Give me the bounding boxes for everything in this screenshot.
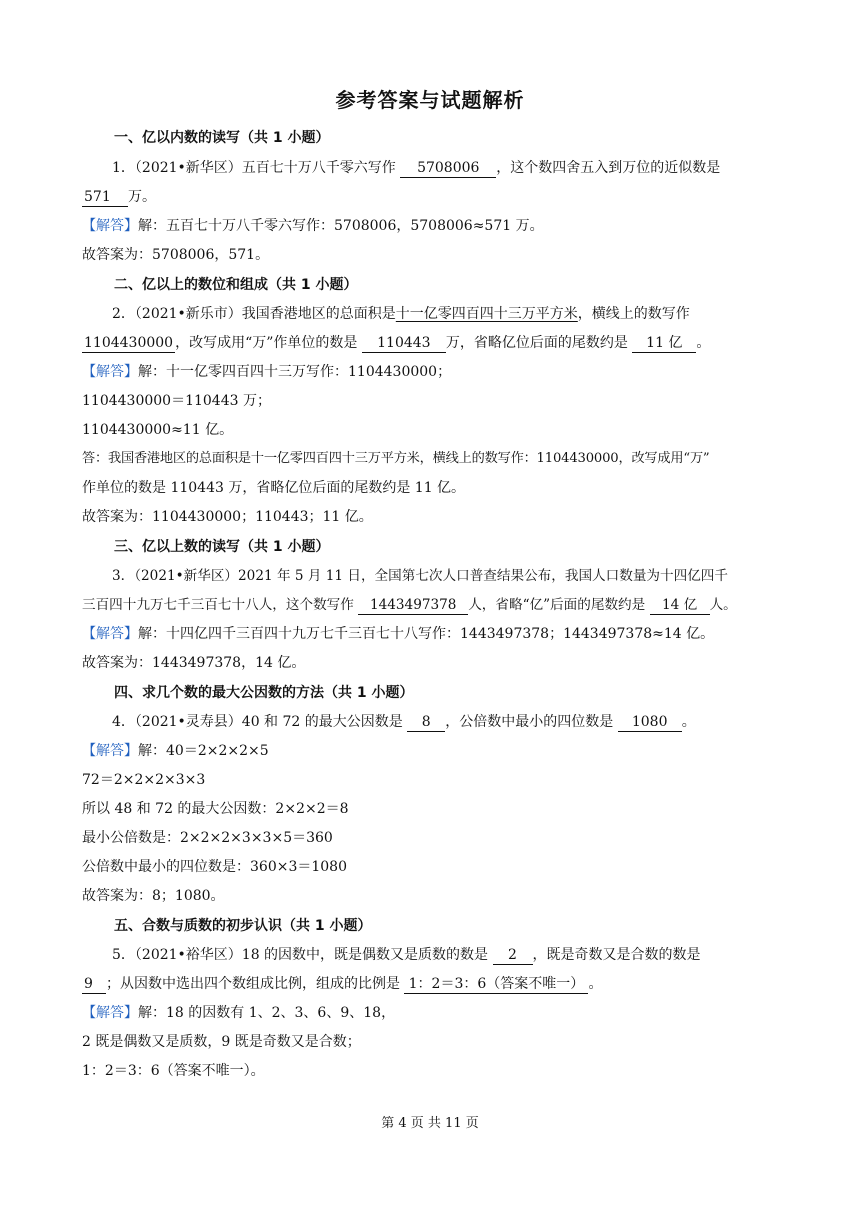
answer-blank: 11 亿 bbox=[632, 335, 696, 353]
question-text: 万。 bbox=[128, 189, 156, 205]
answer-blank: 9 bbox=[82, 976, 106, 994]
question-5-line-2 bbox=[82, 974, 790, 994]
question-text: ；从因数中选出四个数组成比例，组成的比例是 bbox=[106, 976, 400, 992]
answer-tag: 【解答】 bbox=[82, 218, 138, 234]
question-1-line-2 bbox=[82, 187, 790, 207]
question-text: 2．（2021•新乐市）我国香港地区的总面积是 bbox=[112, 306, 396, 322]
solution-text: 解：18 的因数有 1、2、3、6、9、18， bbox=[138, 1005, 396, 1021]
solution-4-line-4: 最小公倍数是：2×2×2×3×3×5＝360 bbox=[82, 830, 333, 846]
final-answer-3: 故答案为：1443497378，14 亿。 bbox=[82, 655, 306, 671]
answer-tag: 【解答】 bbox=[82, 626, 138, 642]
answer-blank: 1080 bbox=[618, 714, 682, 732]
solution-text: 解：十一亿零四百四十三万写作：1104430000； bbox=[138, 364, 452, 380]
question-3-line-2 bbox=[82, 595, 790, 615]
question-text: 4．（2021•灵寿县）40 和 72 的最大公因数是 bbox=[112, 714, 403, 730]
solution-4-line-2: 72＝2×2×2×3×3 bbox=[82, 772, 206, 788]
section-heading-5: 五、合数与质数的初步认识（共 1 小题） bbox=[114, 918, 372, 934]
answer-tag: 【解答】 bbox=[82, 1005, 138, 1021]
underlined-phrase: 十一亿零四百四十三万平方米 bbox=[395, 306, 578, 322]
answer-blank: 5708006 bbox=[400, 160, 496, 178]
question-text: ，这个数四舍五入到万位的近似数是 bbox=[496, 160, 721, 176]
section-heading-4: 四、求几个数的最大公因数的方法（共 1 小题） bbox=[114, 685, 414, 701]
final-answer-2: 故答案为：1104430000；110443；11 亿。 bbox=[82, 509, 373, 525]
solution-4-line-1 bbox=[82, 741, 790, 761]
answer-blank: 2 bbox=[493, 947, 533, 965]
solution-2-line-5: 作单位的数是 110443 万，省略亿位后面的尾数约是 11 亿。 bbox=[82, 480, 466, 496]
question-2-line-2 bbox=[82, 333, 790, 353]
solution-text: 解：五百七十万八千零六写作：5708006，5708006≈571 万。 bbox=[138, 218, 544, 234]
question-1-line-1 bbox=[112, 158, 790, 178]
question-text: 5．（2021•裕华区）18 的因数中，既是偶数又是质数的数是 bbox=[112, 947, 489, 963]
answer-tag: 【解答】 bbox=[82, 364, 138, 380]
question-text: 万，省略亿位后面的尾数约是 bbox=[445, 335, 628, 351]
answer-blank: 8 bbox=[407, 714, 445, 732]
final-answer-4: 故答案为：8；1080。 bbox=[82, 888, 225, 904]
question-text: ，横线上的数写作 bbox=[577, 306, 690, 322]
answer-tag: 【解答】 bbox=[82, 743, 138, 759]
question-text: 人，省略“亿”后面的尾数约是 bbox=[468, 597, 646, 613]
solution-5-line-3: 1：2＝3：6（答案不唯一）。 bbox=[82, 1063, 265, 1079]
answer-blank: 1443497378 bbox=[358, 597, 468, 615]
question-text: 三百四十九万七千三百七十八人，这个数写作 bbox=[82, 597, 354, 613]
answer-blank: 571 bbox=[82, 189, 128, 207]
solution-3-line-1 bbox=[82, 624, 790, 644]
question-4-line-1 bbox=[112, 712, 790, 732]
solution-4-line-5: 公倍数中最小的四位数是：360×3＝1080 bbox=[82, 859, 347, 875]
final-answer-1: 故答案为：5708006，571。 bbox=[82, 247, 270, 263]
question-text: ，既是奇数又是合数的数是 bbox=[532, 947, 701, 963]
question-text: 1．（2021•新华区）五百七十万八千零六写作 bbox=[112, 160, 396, 176]
question-text: 。 bbox=[588, 976, 603, 992]
section-heading-2: 二、亿以上的数位和组成（共 1 小题） bbox=[114, 277, 358, 293]
solution-4-line-3: 所以 48 和 72 的最大公因数：2×2×2＝8 bbox=[82, 801, 349, 817]
solution-2-line-4: 答：我国香港地区的总面积是十一亿零四百四十三万平方米，横线上的数写作：1104430000，改写成用“万” bbox=[82, 451, 710, 466]
question-5-line-1 bbox=[112, 945, 790, 965]
question-2-line-1 bbox=[112, 304, 790, 324]
question-text: 人。 bbox=[709, 597, 737, 613]
answer-blank: 1104430000 bbox=[84, 335, 174, 351]
solution-1-line-1 bbox=[82, 216, 790, 236]
page-footer: 第 4 页 共 11 页 bbox=[381, 1116, 479, 1131]
question-text: ，改写成用“万”作单位的数是 bbox=[175, 335, 358, 351]
solution-text: 解：40＝2×2×2×5 bbox=[138, 743, 269, 759]
solution-2-line-1 bbox=[82, 362, 790, 382]
question-3-line-1: 3．（2021•新华区）2021 年 5 月 11 日，全国第七次人口普查结果公布，我国人口数量为十四亿四千 bbox=[112, 568, 728, 584]
solution-text: 解：十四亿四千三百四十九万七千三百七十八写作：1443497378；1443497378≈14 亿。 bbox=[138, 626, 715, 642]
solution-2-line-3: 1104430000≈11 亿。 bbox=[82, 422, 234, 438]
answer-blank: 14 亿 bbox=[650, 597, 710, 615]
page-title: 参考答案与试题解析 bbox=[335, 88, 525, 112]
question-text: 。 bbox=[681, 714, 696, 730]
solution-5-line-1 bbox=[82, 1003, 790, 1023]
answer-blank: 110443 bbox=[362, 335, 446, 353]
section-heading-3: 三、亿以上数的读写（共 1 小题） bbox=[114, 539, 330, 555]
question-text: 。 bbox=[696, 335, 711, 351]
question-text: ，公倍数中最小的四位数是 bbox=[445, 714, 614, 730]
solution-5-line-2: 2 既是偶数又是质数，9 既是奇数又是合数； bbox=[82, 1034, 361, 1050]
section-heading-1: 一、亿以内数的读写（共 1 小题） bbox=[114, 130, 330, 146]
answer-blank: 1：2＝3：6（答案不唯一） bbox=[404, 976, 588, 994]
solution-2-line-2: 1104430000＝110443 万； bbox=[82, 393, 271, 409]
